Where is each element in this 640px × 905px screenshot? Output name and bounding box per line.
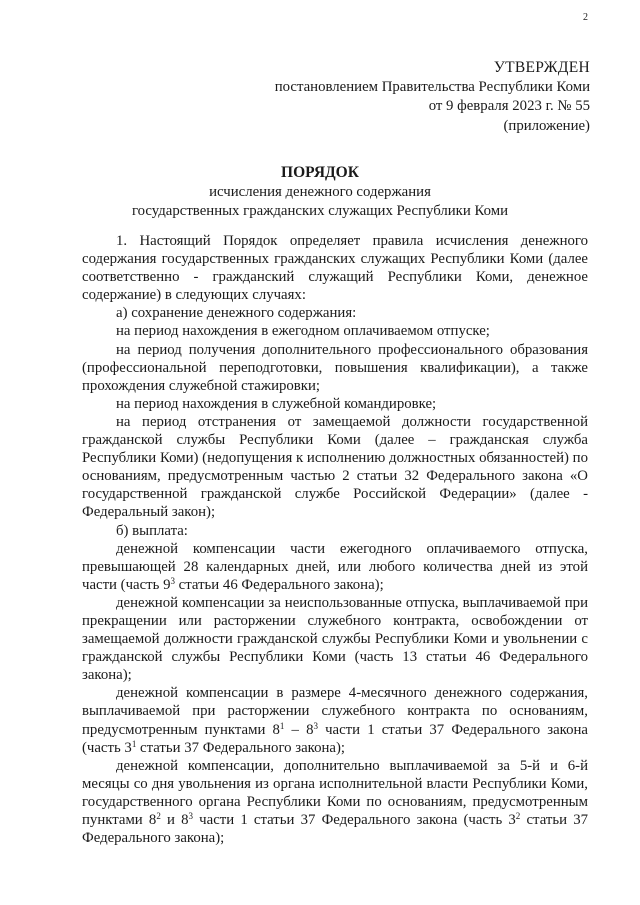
text-run: части 1 статьи 37 Федерального закона (часть 3: [82, 721, 588, 756]
text-run: денежной компенсации, дополнительно выплачиваемой за 5-й и 6-й месяцы со дня увольнения из органа исполнительной власти Республики Коми, государственного органа Республики Коми по основаниям, предусмотренным пунктами 8: [82, 757, 588, 828]
superscript: 2: [515, 811, 521, 821]
approval-line-3: (приложение): [503, 117, 590, 134]
paragraph-four-month-compensation: [82, 684, 588, 756]
text-run: статьи 46 Федерального закона);: [174, 576, 384, 593]
document-title: ПОРЯДОК: [281, 164, 359, 181]
document-subtitle-2: государственных гражданских служащих Республики Коми: [131, 203, 509, 219]
text-run: и 8: [160, 812, 189, 828]
paragraph-education: на период получения дополнительного профессионального образования (профессиональной переподготовки, повышения квалификации), а также прохождения служебной стажировки;: [82, 341, 588, 394]
document-heading: [0, 163, 640, 222]
approval-line-2: от 9 февраля 2023 г. № 55: [428, 98, 590, 114]
superscript: 2: [156, 811, 161, 821]
paragraph-leave-compensation: [82, 540, 588, 594]
document-subtitle-1: исчисления денежного содержания: [209, 183, 431, 200]
paragraph-item-b: б) выплата:: [116, 522, 188, 539]
paragraph-1: 1. Настоящий Порядок определяет правила исчисления денежного содержания государственных гражданских служащих Республики Коми (далее соответственно - гражданский служащий Республики Коми, денежное содержание) в следующих случаях:: [82, 233, 588, 304]
approval-block: [275, 58, 590, 136]
text-run: статьи 37 Федерального закона);: [136, 739, 346, 756]
paragraph-unused-leave: денежной компенсации за неиспользованные отпуска, выплачиваемой при прекращении или расторжении служебного контракта, освобождении от замещаемой должности гражданской службы Республики Коми и увольнении с гражданской службы Республики Коми (часть 13 статьи 46 Федерального закона);: [82, 594, 588, 684]
paragraph-business-trip: на период нахождения в служебной командировке;: [116, 395, 437, 412]
text-run: денежной компенсации в размере 4-месячного денежного содержания, выплачиваемой при расторжении служебного контракта по основаниям, предусмотренным пунктами 8: [82, 685, 588, 738]
paragraph-additional-compensation: [82, 757, 588, 847]
paragraph-annual-leave: на период нахождения в ежегодном оплачиваемом отпуске;: [116, 323, 490, 340]
superscript: 3: [313, 720, 318, 731]
approval-stamp: УТВЕРЖДЕН: [493, 59, 590, 76]
text-run: статьи 37 Федерального закона);: [82, 812, 588, 847]
approval-line-1: постановлением Правительства Республики Коми: [274, 78, 590, 95]
text-run: денежной компенсации части ежегодного оплачиваемого отпуска, превышающей 28 календарных дней, или любого количества дней из этой части (часть 9: [82, 540, 588, 593]
superscript: 3: [188, 811, 193, 821]
text-run: части 1 статьи 37 Федерального закона (часть 3: [193, 812, 516, 828]
paragraph-item-a: а) сохранение денежного содержания:: [116, 305, 357, 322]
document-body: [82, 232, 588, 847]
superscript: 1: [279, 720, 285, 731]
superscript: 3: [170, 575, 175, 586]
superscript: 1: [131, 738, 137, 749]
paragraph-suspension: на период отстранения от замещаемой должности государственной гражданской службы Республики Коми (далее – гражданская служба Республики Коми) (недопущения к исполнению должностных обязанностей) по основаниям, предусмотренным частью 2 статьи 32 Федерального закона «О государственной гражданской службе Российской Федерации» (далее - Федеральный закон);: [82, 413, 588, 521]
page-number: 2: [583, 12, 588, 23]
text-run: – 8: [284, 721, 314, 738]
